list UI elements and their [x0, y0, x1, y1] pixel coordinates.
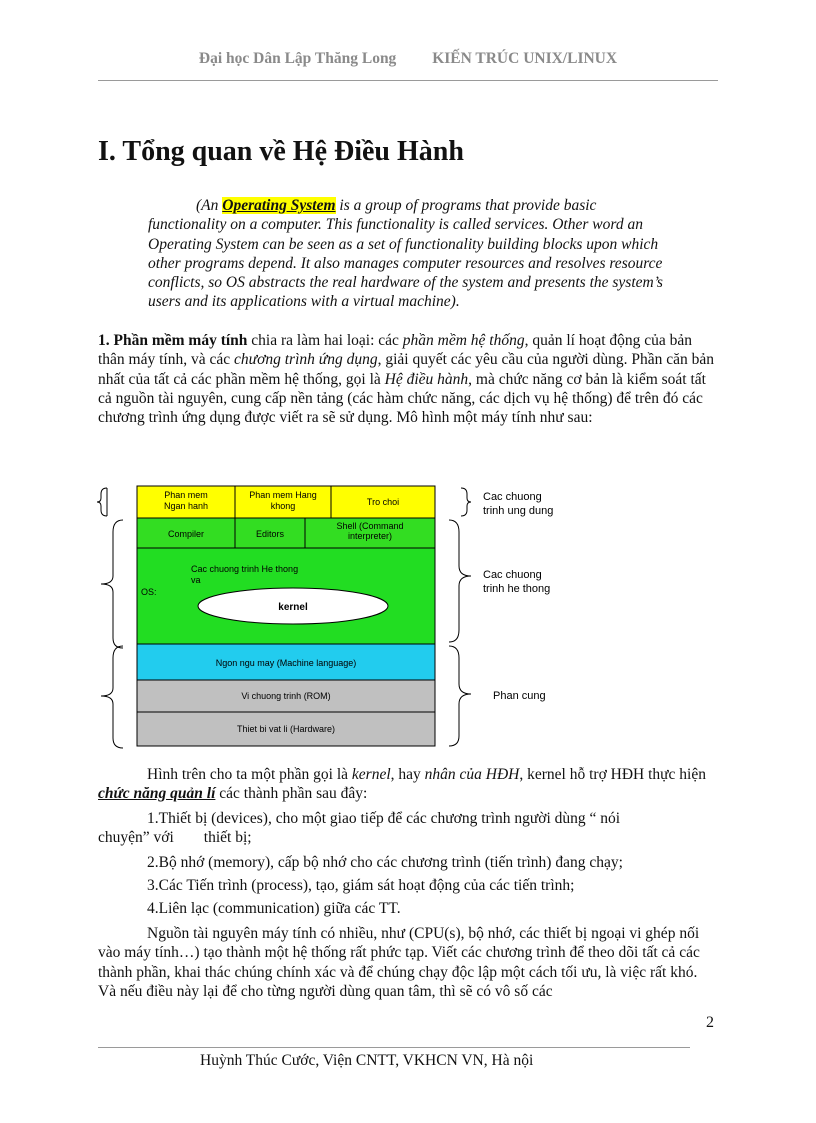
- para1-text4: , mà chức năng cơ bản là kiểm soát tất cả nguồn tài nguyên, cung cấp nền tảng (các hàm chức năng, các dịch vụ hệ thống) để trên đó các chương trình ứng dụng được viết ra sẽ sử dụng. Mô hình một máy tính như sau:: [98, 370, 706, 427]
- para2-text2: , hay: [390, 766, 425, 783]
- list-item-1: [98, 809, 658, 848]
- list-item-3-text: 3.Các Tiến trình (process), tạo, giám sát hoạt động của các tiến trình;: [147, 877, 575, 894]
- computer-model-diagram: [95, 480, 575, 750]
- label-system-programs: Cac chuong trinh he thong: [483, 569, 551, 595]
- para1-text1: chia ra làm hai loại: các: [247, 332, 403, 349]
- os-system-programs-text: Cac chuong trinh He thong va: [191, 564, 299, 585]
- app-cell-airline: Phan mem Hang khong: [249, 490, 317, 511]
- list-item-2-text: 2.Bộ nhớ (memory), cấp bộ nhớ cho các chương trình (tiến trình) đang chạy;: [147, 854, 623, 871]
- label-hardware: Phan cung: [493, 690, 546, 702]
- header-rule: [98, 80, 718, 81]
- para2-bold-underline: chức năng quản lí: [98, 785, 216, 803]
- brace-left-hw: [101, 646, 123, 748]
- header-course: KIẾN TRÚC UNIX/LINUX: [432, 50, 618, 67]
- intro-quote: [148, 196, 668, 312]
- para2-text1: Hình trên cho ta một phần gọi là: [147, 766, 352, 783]
- paragraph-software: [98, 331, 716, 427]
- para2-text4: các thành phần sau đây:: [215, 785, 368, 803]
- sys-cell-editors: Editors: [255, 529, 285, 539]
- para1-italic2: chương trình ứng dụng: [234, 351, 378, 369]
- list-item-4-text: 4.Liên lạc (communication) giữa các TT.: [147, 900, 401, 917]
- label-application-programs: Cac chuong trinh ung dung: [483, 491, 554, 517]
- page-header: [0, 50, 816, 68]
- list-item-3: [98, 876, 716, 895]
- list-item-1c: thiết bị;: [203, 829, 252, 847]
- kernel-label: kernel: [278, 602, 308, 613]
- para1-italic3: Hệ điều hành: [384, 370, 469, 388]
- app-cell-banking: Phan mem Ngan hanh: [163, 490, 209, 511]
- para1-italic1: phần mềm hệ thống: [402, 332, 525, 349]
- header-university: Đại học Dân Lập Thăng Long: [198, 50, 397, 67]
- brace-left-os: [101, 520, 123, 648]
- list-item-1a: 1.Thiết bị (devices), cho một giao tiếp để các chương trình người dùng “ nói: [147, 810, 621, 827]
- footer-rule: [98, 1047, 690, 1048]
- sys-cell-shell: Shell (Command interpreter): [336, 521, 404, 541]
- page-number: 2: [706, 1014, 714, 1031]
- brace-right-apps: [461, 488, 471, 516]
- paragraph-kernel: [98, 765, 716, 804]
- app-cell-games: Tro choi: [366, 497, 400, 507]
- para2-italic1: kernel: [351, 766, 391, 783]
- brace-right-hw: [449, 646, 471, 746]
- para2-text3: , kernel hỗ trợ HĐH thực hiện: [519, 766, 706, 783]
- brace-right-sys: [449, 520, 471, 642]
- paragraph-resources: [98, 924, 716, 1001]
- para1-heading: 1. Phần mềm máy tính: [98, 332, 248, 349]
- intro-open: (An: [196, 197, 223, 214]
- para3-text: Nguồn tài nguyên máy tính có nhiều, như (CPU(s), bộ nhớ, các thiết bị ngoại vi ghép nối vào máy tính…) tạo thành một hệ thống rất phức tạp. Viết các chương trình để theo dõi tất cả các thành phần, khai thác chúng chính xác và để chúng chạy độc lập một cách tối ưu, là việc rất khó. Và nếu điều này lại để cho từng người dùng quan tâm, thì sẽ có vô số các: [98, 925, 700, 1000]
- page-footer: Huỳnh Thúc Cước, Viện CNTT, VKHCN VN, Hà nội: [200, 1052, 534, 1069]
- intro-highlight: Operating System: [222, 197, 336, 214]
- para2-italic2: nhân của HĐH: [424, 766, 520, 783]
- sys-cell-compiler: Compiler: [167, 529, 205, 539]
- os-label: OS:: [141, 587, 157, 597]
- list-item-4: [98, 899, 716, 918]
- hardware-label: Thiet bi vat li (Hardware): [236, 724, 336, 734]
- para1-text3: , giải quyết các yêu cầu của người dùng. Phần căn bản nhất của tất cả các phần mềm hệ thống, gọi là: [98, 351, 714, 388]
- rom-label: Vi chuong trinh (ROM): [241, 691, 331, 701]
- para1-text2: , quản lí hoạt động của bản thân máy tính, và các: [98, 332, 693, 369]
- machine-language-label: Ngon ngu may (Machine language): [215, 658, 357, 668]
- list-item-1b: chuyện” với: [98, 829, 174, 847]
- brace-left-apps: [97, 488, 107, 516]
- intro-rest: is a group of programs that provide basic functionality on a computer. This functionality is called services. Other word an Operating System can be seen as a set of functionality building blocks upon which other programs depend. It also manages computer resources and resolves resource conflicts, so OS abstracts the real hardware of the system and presents the system’s users and its applications with a virtual machine).: [148, 197, 663, 311]
- list-item-2: [98, 853, 716, 872]
- page-title: I. Tổng quan về Hệ Điều Hành: [98, 136, 464, 167]
